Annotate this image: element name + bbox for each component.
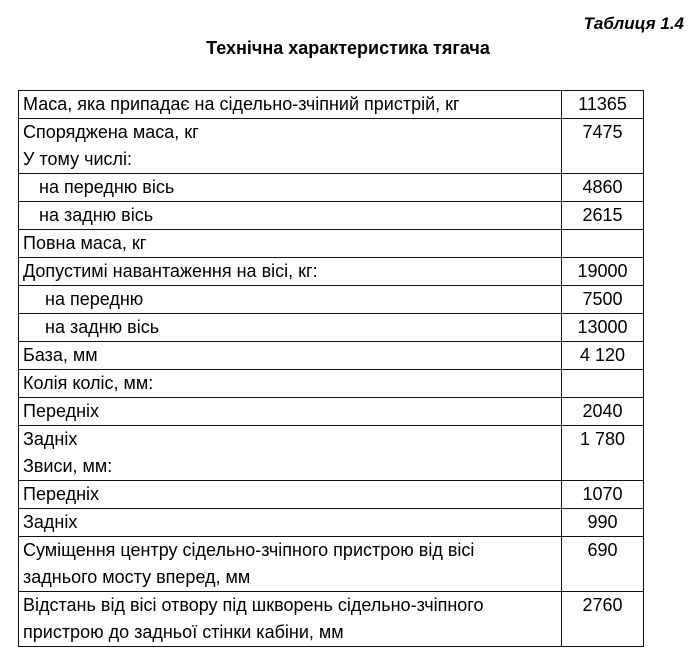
- value-cell: 990: [562, 509, 644, 537]
- value-cell: 4860: [562, 174, 644, 202]
- parameter-cell: [19, 174, 562, 202]
- table-row: [19, 370, 644, 398]
- value-cell: 1 780: [562, 426, 644, 481]
- table-row: [19, 426, 644, 481]
- parameter-text: Суміщення центру сідельно-зчіпного пристрою від вісі: [23, 540, 475, 560]
- parameter-cell: [19, 398, 562, 426]
- table-row: [19, 509, 644, 537]
- value-cell: 4 120: [562, 342, 644, 370]
- parameter-text: Колія коліс, мм:: [23, 373, 154, 393]
- parameter-text: Задніх: [23, 429, 78, 449]
- table-title: Технічна характеристика тягача: [206, 38, 490, 58]
- parameter-cell: [19, 342, 562, 370]
- parameter-cell: [19, 509, 562, 537]
- value-cell: 1070: [562, 481, 644, 509]
- table-row: [19, 537, 644, 592]
- table-row: [19, 174, 644, 202]
- parameter-cell: [19, 537, 562, 592]
- parameter-text: на задню вісь: [45, 317, 160, 337]
- parameter-cell: [19, 230, 562, 258]
- table-row: [19, 342, 644, 370]
- parameter-text: Маса, яка припадає на сідельно-зчіпний пристрій, кг: [23, 94, 460, 114]
- parameter-cell: [19, 258, 562, 286]
- parameter-cell: [19, 91, 562, 119]
- table-row: [19, 398, 644, 426]
- table-row: [19, 258, 644, 286]
- table-row: [19, 230, 644, 258]
- value-cell: 2615: [562, 202, 644, 230]
- value-cell: [562, 370, 644, 398]
- parameter-cell: [19, 481, 562, 509]
- value-cell: 690: [562, 537, 644, 592]
- value-cell: 7475: [562, 119, 644, 174]
- value-cell: 2760: [562, 592, 644, 647]
- parameter-cell: [19, 119, 562, 174]
- table-row: [19, 119, 644, 174]
- specification-table-body: [19, 91, 644, 647]
- table-row: [19, 592, 644, 647]
- table-row: [19, 286, 644, 314]
- parameter-text: Задніх: [23, 512, 78, 532]
- parameter-text: База, мм: [23, 345, 98, 365]
- table-row: [19, 481, 644, 509]
- parameter-text: на задню вісь: [39, 205, 154, 225]
- value-cell: 11365: [562, 91, 644, 119]
- parameter-cell: [19, 426, 562, 481]
- parameter-cell: [19, 370, 562, 398]
- table-row: [19, 202, 644, 230]
- parameter-text: на передню вісь: [39, 177, 175, 197]
- table-row: [19, 91, 644, 119]
- parameter-text: Повна маса, кг: [23, 233, 147, 253]
- parameter-cell: [19, 592, 562, 647]
- table-row: [19, 314, 644, 342]
- parameter-cell: [19, 286, 562, 314]
- value-cell: [562, 230, 644, 258]
- parameter-text: Споряджена маса, кг: [23, 122, 199, 142]
- value-cell: 7500: [562, 286, 644, 314]
- parameter-text: У тому числі:: [23, 149, 133, 169]
- parameter-text: заднього мосту вперед, мм: [23, 567, 251, 587]
- value-cell: 13000: [562, 314, 644, 342]
- value-cell: 19000: [562, 258, 644, 286]
- value-cell: 2040: [562, 398, 644, 426]
- parameter-text: Передніх: [23, 484, 100, 504]
- specification-table: [18, 90, 644, 647]
- parameter-cell: [19, 314, 562, 342]
- table-number-label: Таблиця 1.4: [583, 14, 684, 33]
- parameter-cell: [19, 202, 562, 230]
- parameter-text: на передню: [45, 289, 144, 309]
- parameter-text: Допустимі навантаження на вісі, кг:: [23, 261, 318, 281]
- parameter-text: Відстань від вісі отвору під шкворень сідельно-зчіпного: [23, 595, 484, 615]
- parameter-text: Передніх: [23, 401, 100, 421]
- parameter-text: Звиси, мм:: [23, 456, 113, 476]
- parameter-text: пристрою до задньої стінки кабіни, мм: [23, 622, 344, 642]
